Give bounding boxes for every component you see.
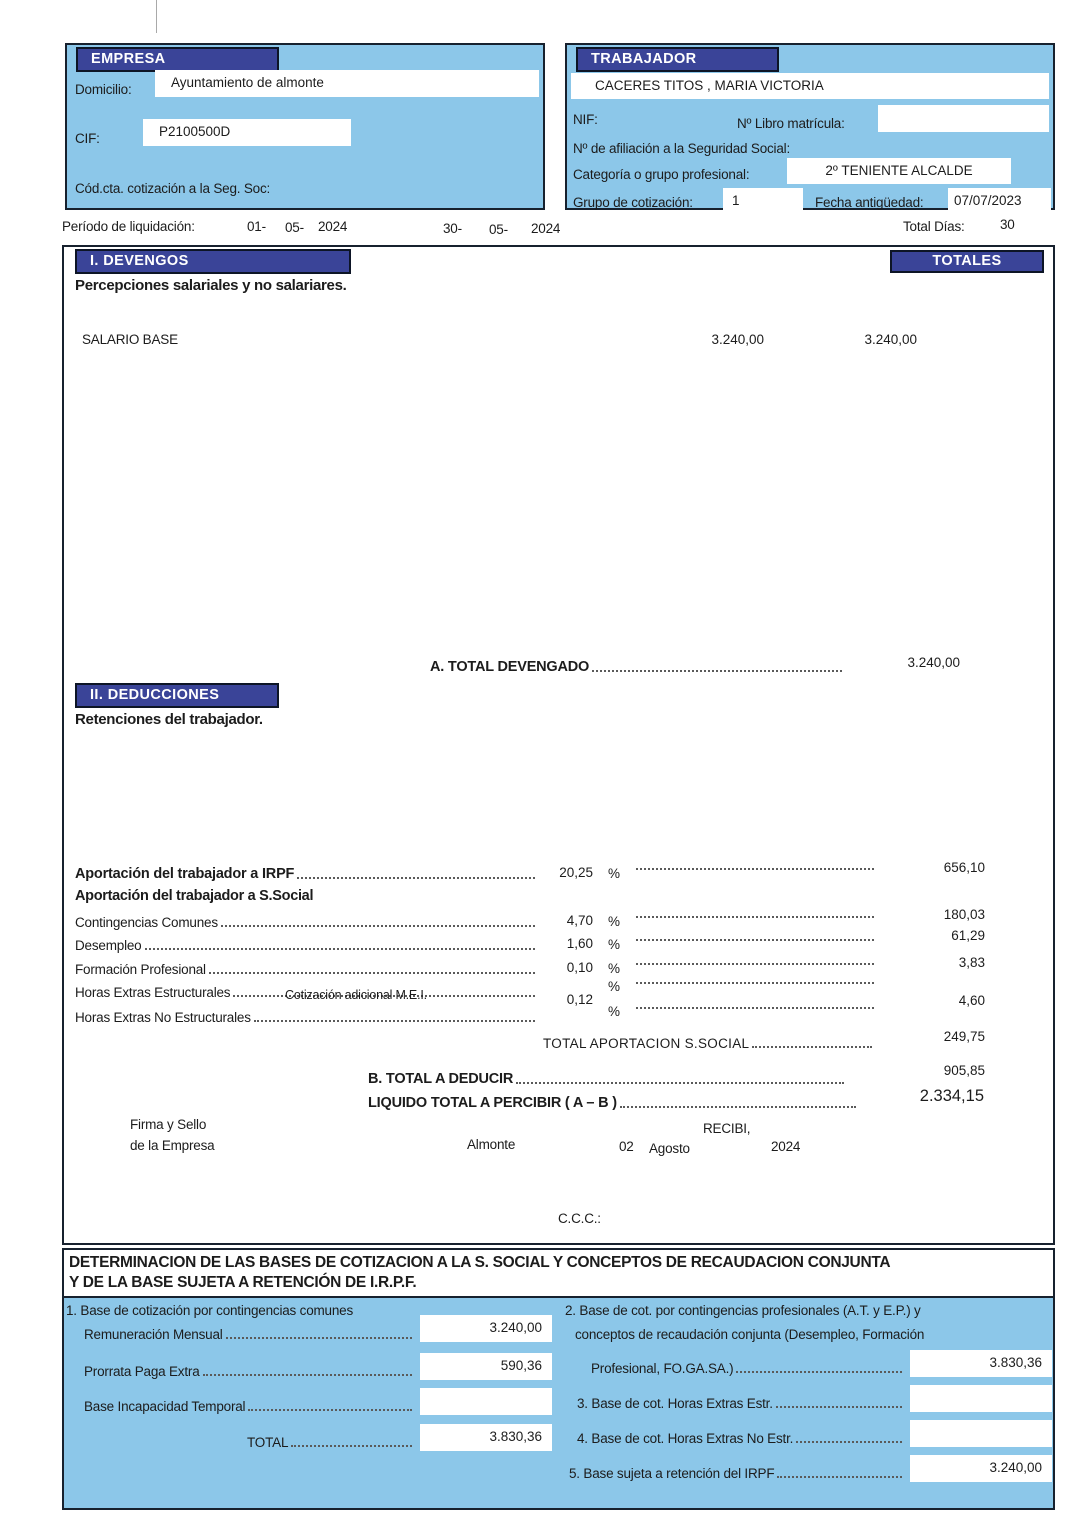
total-dias-value: 30 [1000,217,1015,232]
percepciones-subtitle: Percepciones salariales y no salariares. [75,277,347,294]
base-row-label: 3. Base de cot. Horas Extras Estr. [577,1396,773,1411]
percent-sign: % [608,1004,621,1019]
firma-line1: Firma y Sello [130,1117,207,1132]
leader-dots [796,1441,902,1443]
salario-base-total: 3.240,00 [864,332,917,347]
total-devengado-value: 3.240,00 [907,655,960,670]
prorrata-paga-extra-box: 590,36 [420,1353,552,1380]
base-retencion-irpf-box: 3.240,00 [910,1455,1052,1482]
leader-dots [516,1082,844,1084]
deduction-label: Horas Extras No Estructurales [75,1010,251,1025]
leader-dots [636,991,874,1009]
domicilio-value-box: Ayuntamiento de almonte [155,70,539,97]
bases-header-line1: DETERMINACION DE LAS BASES DE COTIZACION A LA S. SOCIAL Y CONCEPTOS DE RECAUDACION CONJUNTA [69,1254,891,1271]
retenciones-subtitle: Retenciones del trabajador. [75,711,263,728]
deduction-value: 180,03 [943,907,985,922]
domicilio-label: Domicilio: [75,82,132,97]
grupo-cotizacion-label: Grupo de cotización: [573,195,693,210]
base-row-label: 5. Base sujeta a retención del IRPF [569,1466,775,1481]
periodo-start-day: 01- [247,219,266,234]
leader-dots [203,1374,412,1376]
grupo-cotizacion-box: 1 [723,188,803,214]
recibi-day: 02 [619,1139,634,1154]
total-devengado-label: A. TOTAL DEVENGADO [430,659,590,675]
categoria-label: Categoría o grupo profesional: [573,167,750,182]
leader-dots [736,1371,902,1373]
trabajador-panel [565,43,1055,210]
remuneracion-mensual-box: 3.240,00 [420,1315,552,1342]
leader-dots [620,1106,856,1108]
deduction-value: 3,83 [958,955,985,970]
liquido-label: LIQUIDO TOTAL A PERCIBIR ( A – B ) [368,1095,617,1111]
total-deducir-label: B. TOTAL A DEDUCIR [368,1071,514,1087]
percent-sign: % [608,914,621,929]
libro-matricula-label: Nº Libro matrícula: [737,116,845,131]
percent-sign: % [608,937,621,952]
leader-dots [291,1445,412,1447]
recibi-month: Agosto [649,1141,690,1156]
nif-label: NIF: [573,112,598,127]
leader-dots [636,923,874,941]
periodo-start-month: 05- [285,220,304,235]
horas-extras-no-estr-box [910,1420,1052,1447]
deduction-label: Desempleo [75,938,142,953]
salario-base-label: SALARIO BASE [82,332,178,347]
ssocial-subtitle: Aportación del trabajador a S.Social [75,888,314,904]
empresa-panel [65,43,545,210]
total-ssocial-label: TOTAL APORTACION S.SOCIAL [543,1036,750,1051]
base-incapacidad-box [420,1388,552,1415]
total-dias-label: Total Días: [903,219,965,234]
leader-dots [636,947,874,965]
firma-line2: de la Empresa [130,1138,215,1153]
deduction-value: 61,29 [951,928,985,943]
deduction-pct: 4,70 [566,913,593,928]
leader-dots [752,1046,872,1048]
fecha-antiguedad-label: Fecha antigüedad: [815,195,924,210]
ccc-footer-label: C.C.C.: [558,1211,601,1226]
bases-cotizacion-box [62,1248,1055,1510]
cif-label: CIF: [75,131,100,146]
empresa-title-bar: EMPRESA [76,47,279,72]
base-row-label: Profesional, FO.GA.SA.) [591,1361,734,1376]
percent-sign: % [608,866,621,881]
fecha-antiguedad-box: 07/07/2023 [948,188,1051,214]
leader-dots [636,966,874,984]
base-row-label: 4. Base de cot. Horas Extras No Estr. [577,1431,794,1446]
totales-header-bar: TOTALES [890,250,1044,273]
mei-pct: 0,12 [566,992,593,1007]
trabajador-name-box: CACERES TITOS , MARIA VICTORIA [571,73,1049,99]
page-top-mark [156,0,157,33]
recibi-label: RECIBI, [703,1121,751,1136]
leader-dots [297,877,535,879]
leader-dots [226,1337,412,1339]
total-deducir-value: 905,85 [943,1063,985,1078]
percent-sign: % [608,979,621,994]
leader-dots [636,852,874,870]
recibi-year: 2024 [771,1139,801,1154]
deduction-pct: 1,60 [566,936,593,951]
mei-value: 4,60 [958,993,985,1008]
bases-header-line2: Y DE LA BASE SUJETA A RETENCIÓN DE I.R.P.F. [69,1274,417,1292]
irpf-value: 656,10 [943,860,985,875]
cuenta-cotizacion-label: Cód.cta. cotización a la Seg. Soc: [75,181,271,196]
deducciones-header-bar: II. DEDUCCIONES [75,683,279,708]
leader-dots [636,900,874,918]
periodo-start-year: 2024 [318,219,348,234]
irpf-label: Aportación del trabajador a IRPF [75,866,295,882]
deduction-label: Contingencias Comunes [75,915,218,930]
base-row-label: Prorrata Paga Extra [84,1364,200,1379]
deduction-label: Formación Profesional [75,962,206,977]
bases-header [64,1250,1053,1294]
horas-extras-estr-box [910,1385,1052,1412]
libro-matricula-box [878,105,1049,132]
total-ssocial-value: 249,75 [943,1029,985,1044]
bases-right-title-line1: 2. Base de cot. por contingencias profesionales (A.T. y E.P.) y [565,1303,921,1318]
leader-dots [777,1476,902,1478]
bases-blue-panel [64,1296,1053,1508]
base-row-label: Remuneración Mensual [84,1327,223,1342]
mei-note-label: Cotización adicional M.E.I. [285,988,427,1002]
base-row-label: Base Incapacidad Temporal [84,1399,246,1414]
devengos-header-bar: I. DEVENGOS [75,249,351,274]
leader-dots [248,1409,412,1411]
periodo-end-year: 2024 [531,221,561,236]
salario-base-amount: 3.240,00 [711,332,764,347]
trabajador-title-bar: TRABAJADOR [576,47,779,72]
periodo-end-day: 30- [443,221,462,236]
leader-dots [776,1406,902,1408]
categoria-value-box: 2º TENIENTE ALCALDE [787,158,1011,184]
leader-dots [592,670,842,672]
recibi-place: Almonte [467,1137,516,1152]
bases-total-box: 3.830,36 [420,1424,552,1451]
bases-left-title: 1. Base de cotización por contingencias comunes [66,1303,354,1318]
leader-dots [221,925,535,927]
deduction-label: Horas Extras Estructurales [75,985,231,1000]
leader-dots [209,972,535,974]
cif-value-box: P2100500D [143,119,351,146]
bases-right-title-line2: conceptos de recaudación conjunta (Desempleo, Formación [575,1327,925,1342]
irpf-pct: 20,25 [559,865,593,880]
percent-sign: % [608,961,621,976]
liquidation-body [62,245,1055,1245]
contingencias-profesionales-box: 3.830,36 [910,1350,1052,1377]
deduction-pct: 0,10 [566,960,593,975]
afiliacion-label: Nº de afiliación a la Seguridad Social: [573,141,791,156]
leader-dots [145,948,536,950]
periodo-end-month: 05- [489,222,508,237]
liquido-value: 2.334,15 [919,1087,984,1105]
periodo-label: Período de liquidación: [62,219,195,234]
leader-dots [254,1020,535,1022]
base-row-label: TOTAL [247,1435,289,1450]
